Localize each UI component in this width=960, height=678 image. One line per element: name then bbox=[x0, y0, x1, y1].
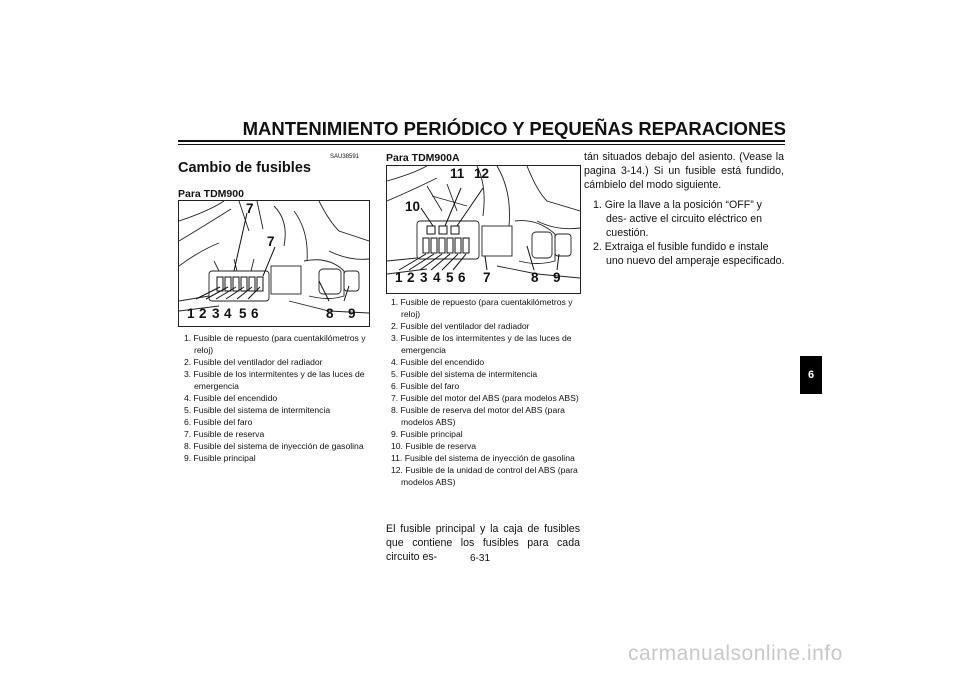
callout-2: 2 bbox=[407, 270, 415, 285]
callout-8: 8 bbox=[531, 270, 539, 285]
list-item: 4. Fusible del encendido bbox=[184, 393, 278, 403]
callout-3: 3 bbox=[420, 270, 428, 285]
list-item: 8. Fusible del sistema de inyección de gasolina bbox=[184, 441, 364, 451]
list-item: 3. Fusible de los intermitentes y de las luces de emergencia bbox=[391, 333, 572, 355]
callout-7-top: 7 bbox=[246, 201, 254, 216]
list-item: 6. Fusible del faro bbox=[391, 381, 460, 391]
list-item: 4. Fusible del encendido bbox=[391, 357, 485, 367]
list-item: 2. Fusible del ventilador del radiador bbox=[391, 321, 530, 331]
callout-6: 6 bbox=[251, 306, 259, 321]
callout-5: 5 bbox=[239, 306, 247, 321]
list-item: 5. Fusible del sistema de intermitencia bbox=[184, 405, 331, 415]
header-rule bbox=[178, 140, 785, 142]
callout-12: 12 bbox=[474, 166, 490, 181]
callout-7: 7 bbox=[483, 270, 491, 285]
callout-4: 4 bbox=[433, 270, 441, 285]
subheading-tdm900a: Para TDM900A bbox=[386, 152, 460, 164]
list-item: 11. Fusible del sistema de inyección de gasolina bbox=[391, 453, 575, 463]
list-item: 9. Fusible principal bbox=[184, 453, 256, 463]
list-item: 10. Fusible de reserva bbox=[391, 441, 477, 451]
callout-4: 4 bbox=[224, 306, 232, 321]
callout-1: 1 bbox=[187, 306, 195, 321]
list-item: 9. Fusible principal bbox=[391, 429, 463, 439]
list-item: 7. Fusible del motor del ABS (para modelos ABS) bbox=[391, 393, 579, 403]
fuse-legend-tdm900a bbox=[391, 296, 581, 488]
watermark: carmanualsonline.info bbox=[628, 642, 843, 665]
list-item: 12. Fusible de la unidad de control del ABS (para modelos ABS) bbox=[391, 465, 578, 487]
header-rule-thin bbox=[178, 144, 785, 145]
step-item: 1. Gire la llave a la posición “OFF” y des- active el circuito eléctrico en cuestión. bbox=[593, 199, 763, 239]
body-paragraph-1: El fusible principal y la caja de fusibles que contiene los fusibles para cada circuito es- bbox=[386, 523, 580, 563]
callout-10: 10 bbox=[405, 199, 421, 214]
list-item: 5. Fusible del sistema de intermitencia bbox=[391, 369, 538, 379]
section-title: Cambio de fusibles bbox=[178, 160, 311, 176]
list-item: 1. Fusible de repuesto (para cuentakilómetros y reloj) bbox=[184, 333, 366, 355]
body-paragraph-2: tán situados debajo del asiento. (Vease la pagina 3-14.) Si un fusible está fundido, cámbielo del modo siguiente. bbox=[584, 151, 784, 191]
fuse-box-illustration-tdm900a bbox=[386, 165, 581, 294]
list-item: 8. Fusible de reserva del motor del ABS (para modelos ABS) bbox=[391, 405, 565, 427]
callout-8: 8 bbox=[326, 306, 334, 321]
fuse-box-illustration-tdm900 bbox=[178, 200, 370, 327]
subheading-tdm900: Para TDM900 bbox=[178, 188, 244, 200]
fuse-box-drawing bbox=[179, 201, 369, 326]
list-item: 1. Fusible de repuesto (para cuentakilómetros y reloj) bbox=[391, 297, 573, 319]
callout-7-side: 7 bbox=[267, 234, 275, 249]
callout-11: 11 bbox=[450, 166, 465, 181]
section-code: SAU38591 bbox=[330, 154, 360, 160]
list-item: 2. Fusible del ventilador del radiador bbox=[184, 357, 323, 367]
chapter-tab: 6 bbox=[800, 356, 822, 394]
callout-9: 9 bbox=[348, 306, 356, 321]
callout-3: 3 bbox=[212, 306, 220, 321]
replacement-steps bbox=[593, 198, 785, 268]
page-number: 6-31 bbox=[470, 553, 491, 564]
callout-1: 1 bbox=[395, 270, 403, 285]
chapter-header: MANTENIMIENTO PERIÓDICO Y PEQUEÑAS REPARACIONES bbox=[242, 118, 786, 139]
callout-9: 9 bbox=[553, 270, 561, 285]
list-item: 3. Fusible de los intermitentes y de las luces de emergencia bbox=[184, 369, 365, 391]
step-item: 2. Extraiga el fusible fundido e instale uno nuevo del amperaje especificado. bbox=[593, 241, 785, 267]
callout-2: 2 bbox=[199, 306, 207, 321]
callout-5: 5 bbox=[446, 270, 454, 285]
list-item: 6. Fusible del faro bbox=[184, 417, 253, 427]
callout-6: 6 bbox=[458, 270, 466, 285]
fuse-legend-tdm900 bbox=[184, 332, 374, 464]
list-item: 7. Fusible de reserva bbox=[184, 429, 265, 439]
